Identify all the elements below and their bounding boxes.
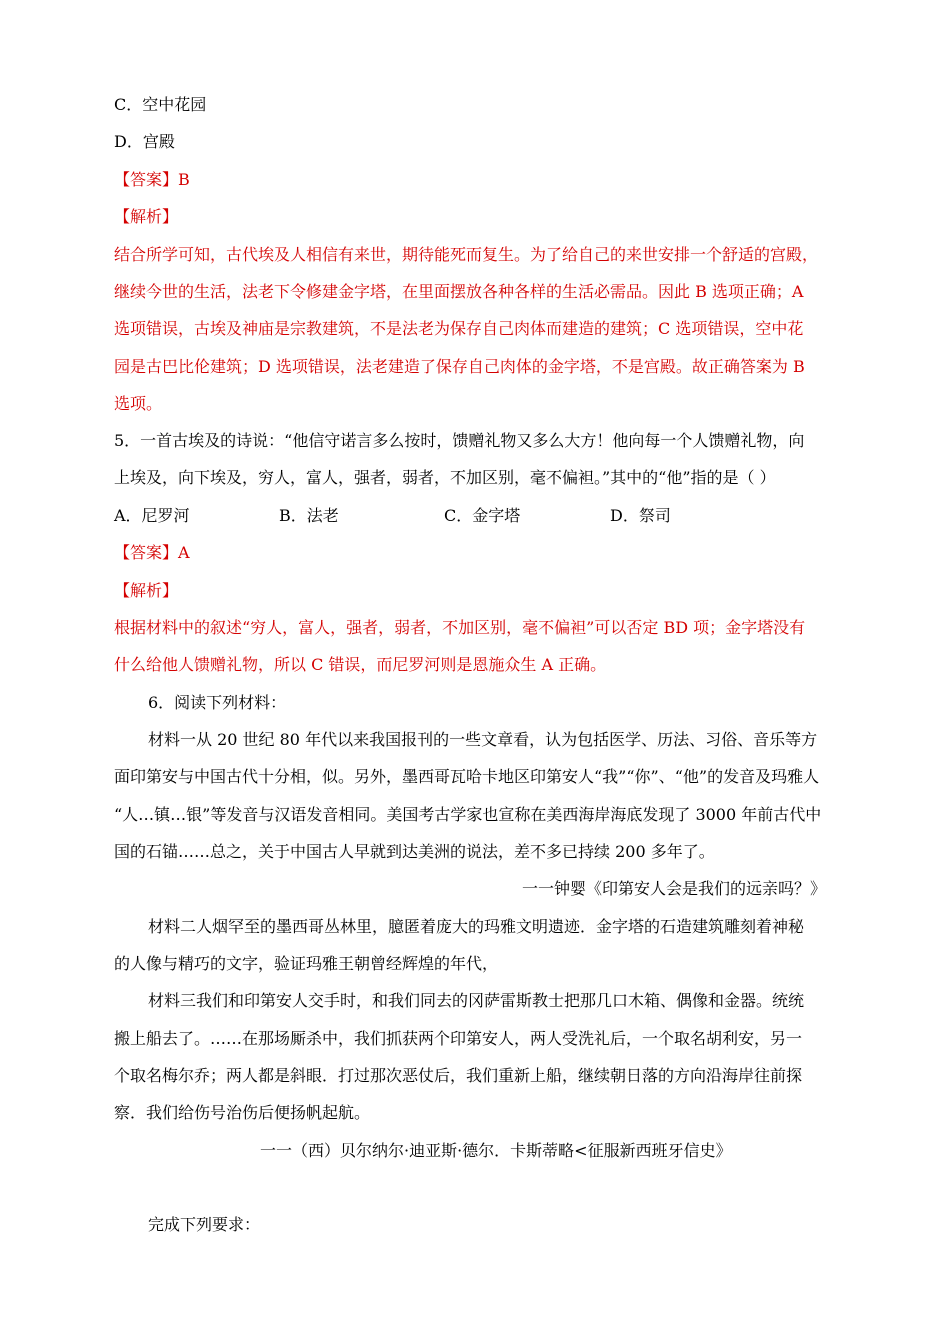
q4-analysis-line-5: 选项。 [114, 394, 163, 413]
q6-material1-line-4: 国的石锚……总之，关于中国古人早就到达美洲的说法，差不多已持续 200 多年了。 [114, 842, 715, 861]
q5-stem-line-1: 5．一首古埃及的诗说：“他信守诺言多么按时，馈赠礼物又多么大方！他向每一个人馈赠礼物，向 [114, 431, 805, 450]
q6-material2-line-2: 的人像与精巧的文字，验证玛雅王朝曾经辉煌的年代， [114, 954, 499, 973]
q6-intro: 6．阅读下列材料： [148, 693, 287, 712]
q5-stem-line-2: 上埃及，向下埃及，穷人，富人，强者，弱者，不加区别，毫不偏袒。”其中的“他”指的是（ ） [114, 468, 776, 487]
q4-analysis-line-4: 园是古巴比伦建筑；D 选项错误，法老建造了保存自己肉体的金字塔，不是宫殿。故正确答案为 B [114, 357, 805, 376]
q4-option-d: D．宫殿 [114, 132, 175, 151]
q5-option-d: D．祭司 [610, 506, 671, 525]
q4-analysis-line-2: 继续今世的生活，法老下令修建金字塔，在里面摆放各种各样的生活必需品。因此 B 选项正确；A [114, 282, 804, 301]
q6-material3-source: 一一（西）贝尔纳尔·迪亚斯·德尔．卡斯蒂略<征服新西班牙信史》 [260, 1141, 732, 1160]
q4-analysis-line-1: 结合所学可知，古代埃及人相信有来世，期待能死而复生。为了给自己的来世安排一个舒适的宫殿， [114, 245, 819, 264]
q4-analysis-line-3: 选项错误，古埃及神庙是宗教建筑，不是法老为保存自己肉体而建造的建筑；C 选项错误，空中花 [114, 319, 804, 338]
q6-material1-source: 一一钟婴《印第安人会是我们的远亲吗？》 [522, 879, 827, 898]
q6-material3-line-1: 材料三我们和印第安人交手时，和我们同去的冈萨雷斯教士把那几口木箱、偶像和金器。统统 [148, 991, 805, 1010]
q6-material1-line-1: 材料一从 20 世纪 80 年代以来我国报刊的一些文章看，认为包括医学、历法、习俗、音乐等方 [148, 730, 818, 749]
q5-option-b: B．法老 [279, 506, 339, 525]
q6-material3-line-3: 个取名梅尔乔；两人都是斜眼．打过那次恶仗后，我们重新上船，继续朝日落的方向沿海岸往前探 [114, 1066, 803, 1085]
q5-analysis-line-1: 根据材料中的叙述“穷人，富人，强者，弱者，不加区别，毫不偏袒”可以否定 BD 项；金字塔没有 [114, 618, 806, 637]
q4-option-c: C．空中花园 [114, 95, 207, 114]
q5-answer: 【答案】A [114, 543, 190, 562]
q5-option-c: C．金字塔 [444, 506, 521, 525]
q5-analysis-label: 【解析】 [114, 581, 179, 600]
q6-material1-line-2: 面印第安与中国古代十分相，似。另外，墨西哥瓦哈卡地区印第安人“我”“你”、“他”的发音及玛雅人 [114, 767, 820, 786]
q5-option-a: A．尼罗河 [114, 506, 190, 525]
q6-material3-line-2: 搬上船去了。……在那场厮杀中，我们抓获两个印第安人，两人受洗礼后，一个取名胡利安，另一 [114, 1029, 803, 1048]
q6-material2-line-1: 材料二人烟罕至的墨西哥丛林里，臆匿着庞大的玛雅文明遗迹．金字塔的石造建筑雕刻着神秘 [148, 917, 805, 936]
q6-task: 完成下列要求： [148, 1215, 261, 1234]
q4-answer: 【答案】B [114, 170, 190, 189]
q5-analysis-line-2: 什么给他人馈赠礼物，所以 C 错误，而尼罗河则是恩施众生 A 正确。 [114, 655, 607, 674]
q4-analysis-label: 【解析】 [114, 207, 179, 226]
q6-material1-line-3: “人…镇…银”等发音与汉语发音相同。美国考古学家也宣称在美西海岸海底发现了 3000 年前古代中 [114, 805, 822, 824]
q6-material3-line-4: 察．我们给伤号治伤后便扬帆起航。 [114, 1103, 371, 1122]
